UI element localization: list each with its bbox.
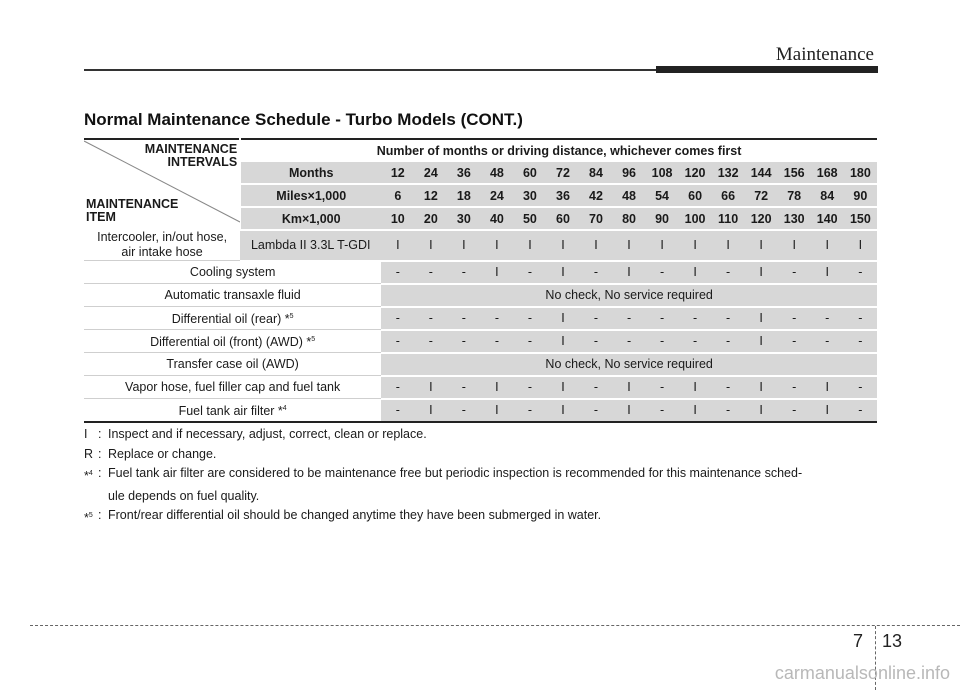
corner-intervals-label-2: INTERVALS (167, 155, 238, 169)
months-value: 84 (579, 162, 612, 185)
interval-cell: I (546, 399, 579, 422)
months-value: 120 (679, 162, 712, 185)
interval-cell: I (414, 230, 447, 261)
interval-cell: - (712, 330, 745, 353)
interval-cell: - (679, 330, 712, 353)
footnote-ref: 4 (282, 404, 287, 412)
months-value: 168 (811, 162, 844, 185)
interval-cell: I (811, 399, 844, 422)
table-row (84, 353, 877, 376)
table-row (84, 330, 877, 353)
footnote-ref: 5 (311, 336, 316, 343)
interval-cell: - (712, 261, 745, 284)
interval-cell: I (546, 330, 579, 353)
miles-value: 48 (613, 184, 646, 207)
legend-line (84, 425, 884, 445)
interval-cell: - (447, 399, 480, 422)
legend-key (84, 445, 98, 465)
km-value: 150 (844, 207, 877, 230)
table-row (84, 376, 877, 399)
interval-cell: - (381, 330, 414, 353)
interval-cell: I (844, 230, 877, 261)
km-value: 30 (447, 207, 480, 230)
corner-item-label: MAINTENANCE (86, 197, 179, 211)
miles-value: 6 (381, 184, 414, 207)
legend-separator: : (98, 446, 102, 461)
legend-key (84, 425, 98, 445)
interval-cell: I (745, 330, 778, 353)
maintenance-schedule-table (84, 138, 877, 423)
interval-cell: I (513, 230, 546, 261)
legend-text: Front/rear differential oil should be changed anytime they have been submerged in water. (108, 508, 602, 522)
item-label-text: Vapor hose, fuel filler cap and fuel tank (125, 379, 341, 394)
footer-rule (30, 625, 960, 626)
legend-line (84, 506, 884, 529)
interval-cell: - (447, 376, 480, 399)
interval-cell: I (679, 376, 712, 399)
header-rule-accent (656, 66, 878, 73)
page-number: 13 (882, 631, 903, 651)
interval-cell: - (844, 261, 877, 284)
item-label (84, 284, 381, 307)
item-label-text: Differential oil (front) (AWD) * (150, 335, 312, 349)
km-label: Km×1,000 (240, 207, 381, 230)
interval-cell: - (579, 261, 612, 284)
interval-cell: - (513, 399, 546, 422)
interval-cell: I (480, 230, 513, 261)
km-value: 60 (546, 207, 579, 230)
item-label-text: Fuel tank air filter * (178, 403, 283, 418)
legend-text: Inspect and if necessary, adjust, correct, clean or replace. (108, 427, 427, 441)
interval-cell: I (811, 261, 844, 284)
interval-cell: - (381, 399, 414, 422)
item-label (84, 230, 240, 261)
watermark: carmanualsonline.info (774, 663, 950, 683)
interval-cell: I (745, 261, 778, 284)
km-value: 130 (778, 207, 811, 230)
table-row (84, 284, 877, 307)
interval-cell: I (414, 376, 447, 399)
miles-value: 90 (844, 184, 877, 207)
item-label (84, 330, 381, 353)
interval-cell: - (712, 399, 745, 422)
table-row (84, 399, 877, 422)
legend-key-text: R (84, 446, 94, 461)
miles-value: 42 (579, 184, 612, 207)
legend-key-text: I (84, 427, 88, 441)
months-label: Months (240, 162, 381, 185)
interval-cell: - (414, 261, 447, 284)
interval-cell: - (381, 376, 414, 399)
interval-cell: I (679, 261, 712, 284)
legend-line (84, 445, 884, 465)
interval-cell: I (679, 399, 712, 422)
miles-value: 84 (811, 184, 844, 207)
months-value: 108 (646, 162, 679, 185)
item-label-text: Transfer case oil (AWD) (166, 356, 299, 371)
legend-key-text: * (84, 469, 89, 483)
interval-cell: - (579, 307, 612, 330)
months-value: 24 (414, 162, 447, 185)
km-value: 20 (414, 207, 447, 230)
interval-cell: - (513, 376, 546, 399)
interval-cell: I (546, 261, 579, 284)
legend-text: Replace or change. (108, 446, 217, 461)
interval-cell: I (712, 230, 745, 261)
interval-cell: - (778, 399, 811, 422)
footnote-ref: 5 (88, 512, 93, 519)
table-corner-header (84, 139, 240, 230)
interval-cell: - (414, 330, 447, 353)
interval-cell: - (381, 307, 414, 330)
table-row (84, 230, 877, 261)
interval-cell: I (811, 376, 844, 399)
km-value: 120 (745, 207, 778, 230)
interval-cell: - (579, 399, 612, 422)
months-value: 72 (546, 162, 579, 185)
interval-cell: - (579, 330, 612, 353)
legend-key (84, 506, 98, 529)
interval-cell: I (613, 399, 646, 422)
months-value: 96 (613, 162, 646, 185)
legend-text-continued: ule depends on fuel quality. (108, 488, 260, 503)
miles-value: 54 (646, 184, 679, 207)
item-label (84, 307, 381, 330)
item-label (84, 376, 381, 399)
interval-cell: I (447, 230, 480, 261)
interval-cell: I (613, 230, 646, 261)
interval-cell: - (646, 307, 679, 330)
legend-separator: : (98, 466, 102, 480)
months-value: 132 (712, 162, 745, 185)
interval-cell: - (613, 330, 646, 353)
interval-cell: - (414, 307, 447, 330)
interval-cell: I (546, 307, 579, 330)
interval-cell: - (646, 399, 679, 422)
no-service-note: No check, No service required (381, 284, 877, 307)
interval-cell: I (613, 261, 646, 284)
item-label (84, 353, 381, 376)
chapter-number: 7 (853, 631, 864, 651)
legend-key-text: * (84, 511, 89, 525)
interval-cell: - (646, 330, 679, 353)
table-row (84, 307, 877, 330)
miles-value: 72 (745, 184, 778, 207)
interval-cell: - (579, 376, 612, 399)
interval-cell: - (844, 376, 877, 399)
interval-span-header: Number of months or driving distance, whichever comes first (240, 139, 877, 162)
interval-cell: - (844, 330, 877, 353)
interval-cell: - (844, 307, 877, 330)
interval-cell: I (480, 261, 513, 284)
item-label-text: Cooling system (189, 264, 276, 279)
interval-cell: I (745, 307, 778, 330)
interval-cell: I (546, 230, 579, 261)
km-value: 140 (811, 207, 844, 230)
legend-line (84, 464, 884, 487)
interval-cell: - (778, 330, 811, 353)
interval-cell: - (712, 376, 745, 399)
header-rule (84, 69, 656, 71)
section-title: Normal Maintenance Schedule - Turbo Models (CONT.) (84, 110, 523, 129)
legend-key (84, 464, 98, 487)
km-value: 40 (480, 207, 513, 230)
interval-cell: - (447, 261, 480, 284)
interval-cell: - (447, 330, 480, 353)
km-value: 80 (613, 207, 646, 230)
miles-value: 30 (513, 184, 546, 207)
miles-label: Miles×1,000 (240, 184, 381, 207)
interval-cell: I (745, 376, 778, 399)
km-value: 110 (712, 207, 745, 230)
miles-value: 12 (414, 184, 447, 207)
item-label (84, 399, 381, 422)
interval-cell: - (646, 376, 679, 399)
interval-cell: - (613, 307, 646, 330)
months-value: 180 (844, 162, 877, 185)
interval-cell: I (811, 230, 844, 261)
corner-intervals-label: MAINTENANCE (144, 142, 238, 156)
legend-text: Fuel tank air filter are considered to be maintenance free but periodic inspection is recommended for this maintenance sched- (108, 466, 803, 480)
item-label-text: Differential oil (rear) * (171, 312, 290, 326)
interval-cell: - (712, 307, 745, 330)
no-service-note: No check, No service required (381, 353, 877, 376)
item-label-line: Intercooler, in/out hose, (97, 230, 228, 244)
table-row (84, 261, 877, 284)
miles-value: 60 (679, 184, 712, 207)
interval-cell: - (480, 307, 513, 330)
interval-cell: I (480, 399, 513, 422)
interval-cell: I (579, 230, 612, 261)
footnote-ref: 5 (289, 313, 294, 320)
interval-cell: - (480, 330, 513, 353)
item-label (84, 261, 381, 284)
interval-cell: I (745, 230, 778, 261)
interval-cell: I (414, 399, 447, 422)
interval-cell: - (646, 261, 679, 284)
interval-cell: I (778, 230, 811, 261)
running-header: Maintenance (775, 44, 874, 65)
months-value: 60 (513, 162, 546, 185)
km-value: 100 (679, 207, 712, 230)
interval-cell: I (613, 376, 646, 399)
months-value: 48 (480, 162, 513, 185)
months-value: 144 (745, 162, 778, 185)
interval-cell: - (778, 376, 811, 399)
interval-cell: I (646, 230, 679, 261)
miles-value: 66 (712, 184, 745, 207)
months-value: 156 (778, 162, 811, 185)
footnote-ref: 4 (88, 470, 93, 477)
km-value: 50 (513, 207, 546, 230)
interval-cell: - (811, 330, 844, 353)
interval-cell: I (679, 230, 712, 261)
legend-separator: : (98, 508, 102, 522)
km-value: 70 (579, 207, 612, 230)
interval-cell: - (513, 307, 546, 330)
interval-cell: - (778, 261, 811, 284)
miles-value: 78 (778, 184, 811, 207)
interval-cell: - (381, 261, 414, 284)
interval-cell: - (447, 307, 480, 330)
interval-cell: I (480, 376, 513, 399)
km-value: 10 (381, 207, 414, 230)
item-label-line: air intake hose (121, 245, 203, 259)
miles-value: 36 (546, 184, 579, 207)
interval-cell: - (844, 399, 877, 422)
item-label-text: Automatic transaxle fluid (164, 287, 301, 302)
interval-cell: - (513, 330, 546, 353)
interval-cell: - (778, 307, 811, 330)
engine-variant-label: Lambda II 3.3L T-GDI (240, 230, 381, 261)
interval-cell: - (513, 261, 546, 284)
miles-value: 24 (480, 184, 513, 207)
miles-value: 18 (447, 184, 480, 207)
interval-cell: - (679, 307, 712, 330)
corner-item-label-2: ITEM (86, 210, 116, 224)
interval-cell: I (745, 399, 778, 422)
legend (84, 425, 884, 529)
interval-cell: - (811, 307, 844, 330)
km-value: 90 (646, 207, 679, 230)
interval-cell: I (381, 230, 414, 261)
legend-separator: : (98, 427, 102, 441)
months-value: 36 (447, 162, 480, 185)
interval-cell: I (546, 376, 579, 399)
months-value: 12 (381, 162, 414, 185)
